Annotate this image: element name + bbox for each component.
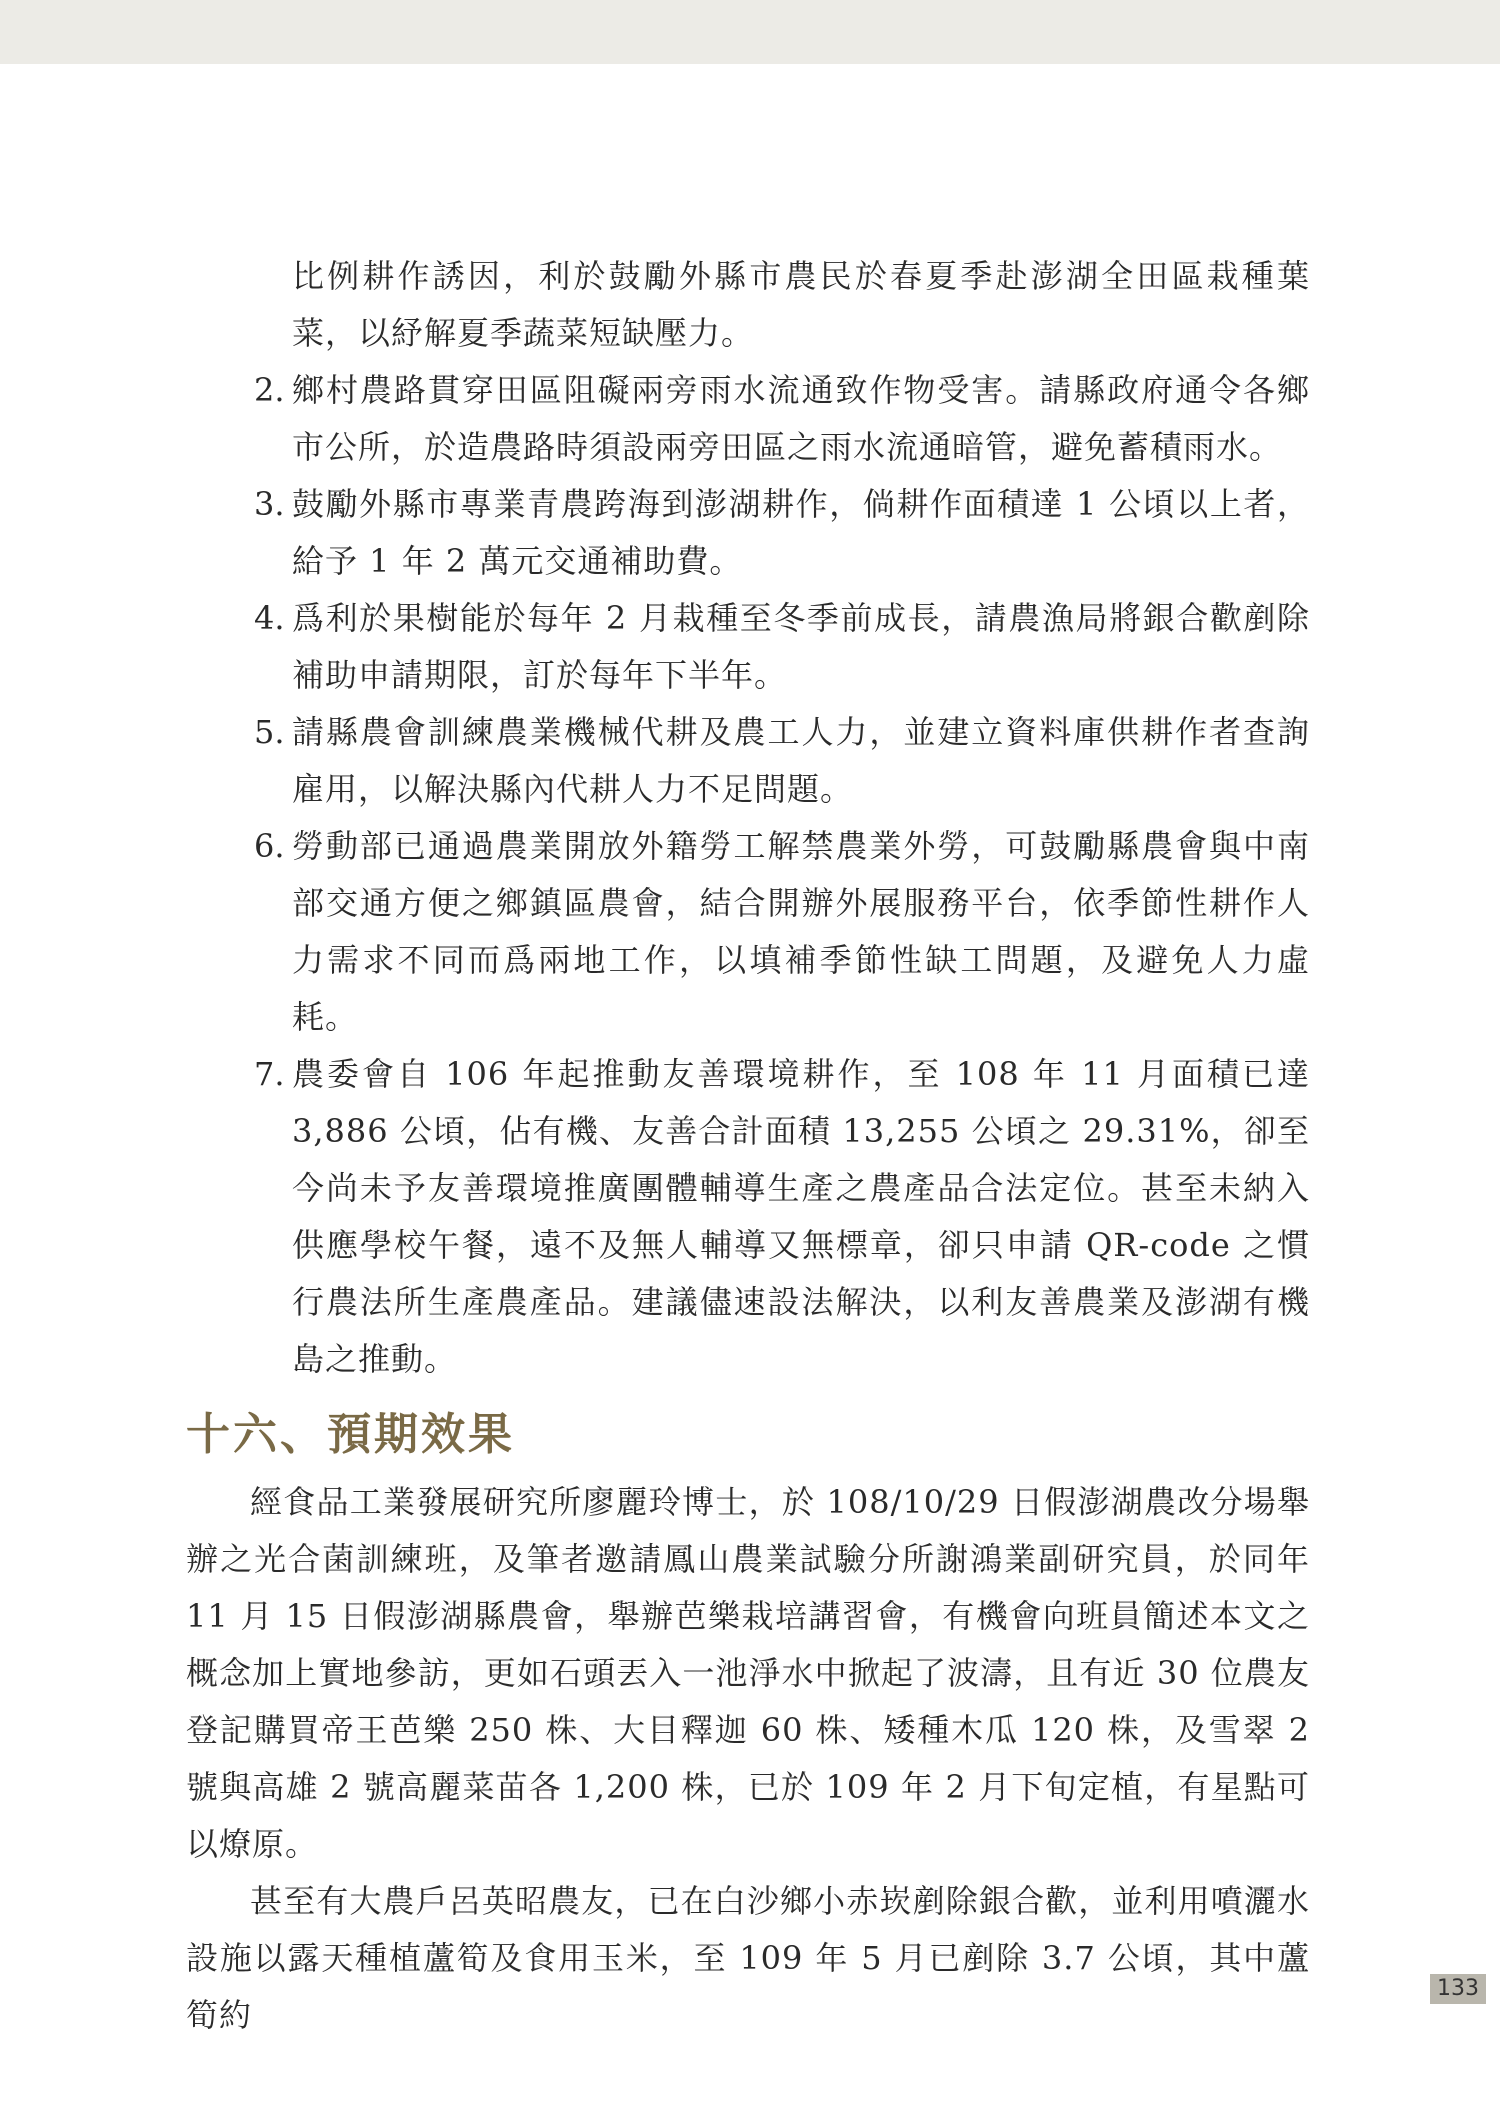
list-item-text: 請縣農會訓練農業機械代耕及農工人力，並建立資料庫供耕作者查詢雇用，以解決縣內代耕人力不足問題。 bbox=[292, 713, 1310, 808]
list-item-7 bbox=[0, 1046, 1500, 1388]
list-item-5 bbox=[0, 704, 1500, 818]
list-item-text: 勞動部已通過農業開放外籍勞工解禁農業外勞，可鼓勵縣農會與中南部交通方便之鄉鎮區農會，結合開辦外展服務平台，依季節性耕作人力需求不同而爲兩地工作，以填補季節性缺工問題，及避免人力虛耗。 bbox=[292, 827, 1310, 1036]
paragraph: 經食品工業發展研究所廖麗玲博士，於 108/10/29 日假澎湖農改分場舉辦之光合菌訓練班，及筆者邀請鳳山農業試驗分所謝鴻業副研究員，於同年 11 月 15 日假澎湖縣農會，舉辦芭樂栽培講習會，有機會向班員簡述本文之概念加上實地參訪，更如石頭丟入一池淨水中掀起了波濤，且有近 30 位農友登記購買帝王芭樂 250 株、大目釋迦 60 株、矮種木瓜 120 株，及雪翠 2 號與高雄 2 號高麗菜苗各 1,200 株，已於 109 年 2 月下旬定植，有星點可以燎原。 bbox=[186, 1483, 1310, 1863]
list-item-text: 鼓勵外縣市專業青農跨海到澎湖耕作，倘耕作面積達 1 公頃以上者，給予 1 年 2 萬元交通補助費。 bbox=[292, 485, 1310, 580]
recommendation-list bbox=[0, 248, 1500, 1388]
list-item-text: 爲利於果樹能於每年 2 月栽種至冬季前成長，請農漁局將銀合歡剷除補助申請期限，訂於每年下半年。 bbox=[292, 599, 1310, 694]
list-number: 6. bbox=[254, 827, 285, 865]
list-number: 7. bbox=[254, 1055, 285, 1093]
list-number: 5. bbox=[254, 713, 285, 751]
list-item-text: 比例耕作誘因，利於鼓勵外縣市農民於春夏季赴澎湖全田區栽種葉菜，以紓解夏季蔬菜短缺壓力。 bbox=[292, 257, 1310, 352]
section-body bbox=[186, 1474, 1310, 2044]
list-item-text: 農委會自 106 年起推動友善環境耕作，至 108 年 11 月面積已達 3,886 公頃，佔有機、友善合計面積 13,255 公頃之 29.31%，卻至今尚未予友善環境推廣團體輔導生產之農產品合法定位。甚至未納入供應學校午餐，遠不及無人輔導又無標章，卻只申請 QR-code 之慣行農法所生產農產品。建議儘速設法解決，以利友善農業及澎湖有機島之推動。 bbox=[292, 1055, 1310, 1378]
list-item-4 bbox=[0, 590, 1500, 704]
page-number: 133 bbox=[1430, 1974, 1486, 2004]
scan-top-band bbox=[0, 0, 1500, 64]
list-item-text: 鄉村農路貫穿田區阻礙兩旁雨水流通致作物受害。請縣政府通令各鄉市公所，於造農路時須設兩旁田區之雨水流通暗管，避免蓄積雨水。 bbox=[292, 371, 1310, 466]
list-number: 3. bbox=[254, 485, 285, 523]
paragraph: 甚至有大農戶呂英昭農友，已在白沙鄉小赤崁剷除銀合歡，並利用噴灑水設施以露天種植蘆筍及食用玉米，至 109 年 5 月已剷除 3.7 公頃，其中蘆筍約 bbox=[186, 1882, 1310, 2034]
list-number: 2. bbox=[254, 371, 285, 409]
list-item-3 bbox=[0, 476, 1500, 590]
section-heading: 十六、預期效果 bbox=[186, 1409, 515, 1460]
list-item-6 bbox=[0, 818, 1500, 1046]
list-item-2 bbox=[0, 362, 1500, 476]
list-number: 4. bbox=[254, 599, 285, 637]
list-item-1-continued bbox=[0, 248, 1500, 362]
